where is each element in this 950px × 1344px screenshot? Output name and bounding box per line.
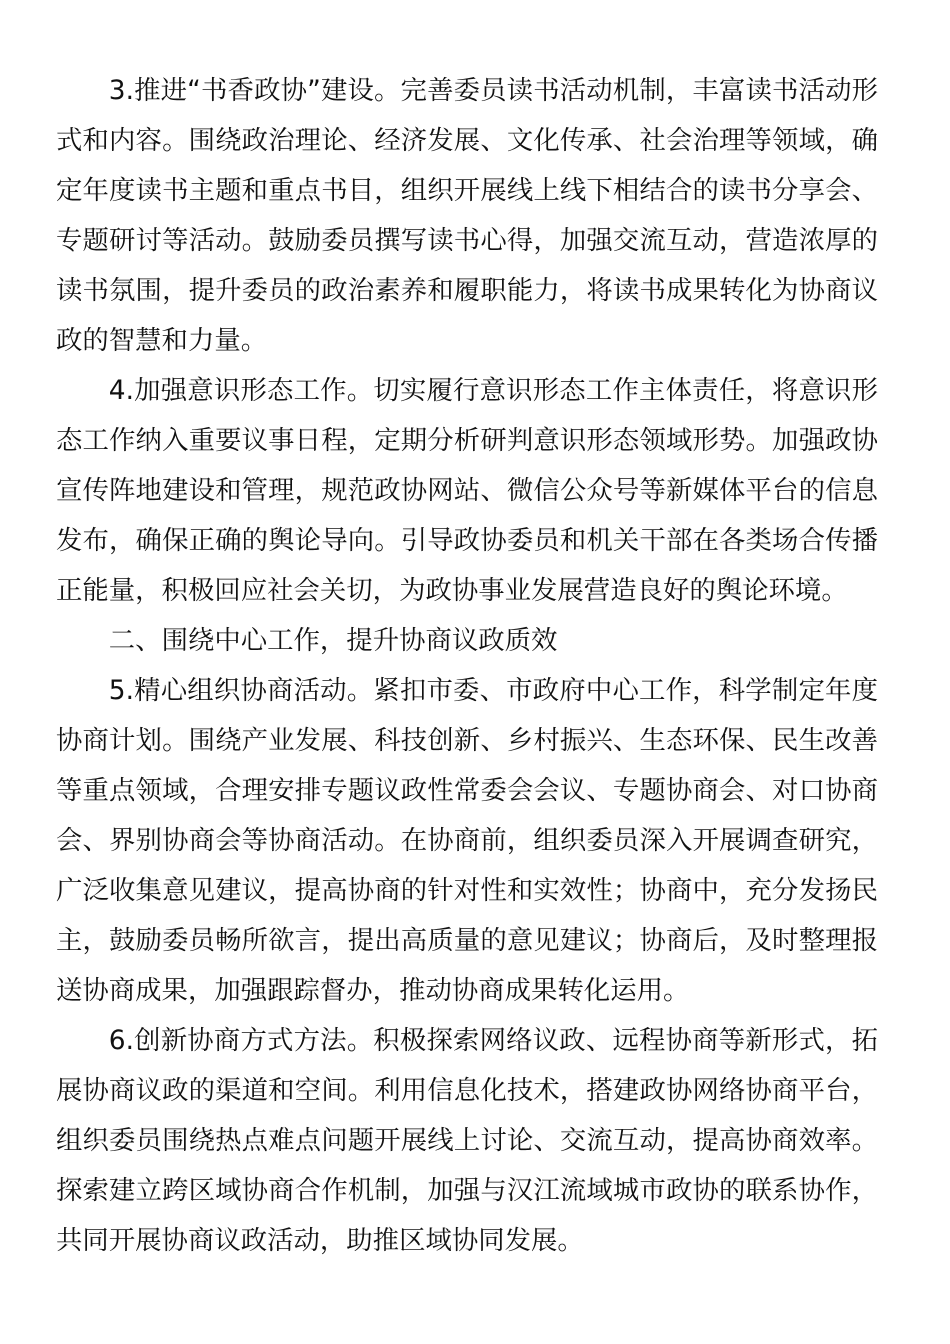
paragraph-item-6-innovation: 6.创新协商方式方法。积极探索网络议政、远程协商等新形式，拓展协商议政的渠道和空间。利用信息化技术，搭建政协网络协商平台，组织委员围绕热点难点问题开展线上讨论、交流互动，提高协商效率。探索建立跨区域协商合作机制，加强与汉江流域城市政协的联系协作，共同开展协商议政活动，助推区域协同发展。 xyxy=(56,1025,878,1256)
paragraph-item-3-reading: 3.推进“书香政协”建设。完善委员读书活动机制，丰富读书活动形式和内容。围绕政治理论、经济发展、文化传承、社会治理等领域，确定年度读书主题和重点书目，组织开展线上线下相结合的读书分享会、专题研讨等活动。鼓励委员撰写读书心得，加强交流互动，营造浓厚的读书氛围，提升委员的政治素养和履职能力，将读书成果转化为协商议政的智慧和力量。 xyxy=(56,75,878,356)
section-heading: 二、围绕中心工作，提升协商议政质效 xyxy=(108,625,558,656)
paragraph-item-4-ideology: 4.加强意识形态工作。切实履行意识形态工作主体责任，将意识形态工作纳入重要议事日程，定期分析研判意识形态领域形势。加强政协宣传阵地建设和管理，规范政协网站、微信公众号等新媒体平台的信息发布，确保正确的舆论导向。引导政协委员和机关干部在各类场合传播正能量，积极回应社会关切，为政协事业发展营造良好的舆论环境。 xyxy=(56,375,878,606)
paragraph-item-5-consultation: 5.精心组织协商活动。紧扣市委、市政府中心工作，科学制定年度协商计划。围绕产业发展、科技创新、乡村振兴、生态环保、民生改善等重点领域，合理安排专题议政性常委会会议、专题协商会、对口协商会、界别协商会等协商活动。在协商前，组织委员深入开展调查研究，广泛收集意见建议，提高协商的针对性和实效性；协商中，充分发扬民主，鼓励委员畅所欲言，提出高质量的意见建议；协商后，及时整理报送协商成果，加强跟踪督办，推动协商成果转化运用。 xyxy=(56,675,878,1006)
document-page xyxy=(56,66,878,1266)
